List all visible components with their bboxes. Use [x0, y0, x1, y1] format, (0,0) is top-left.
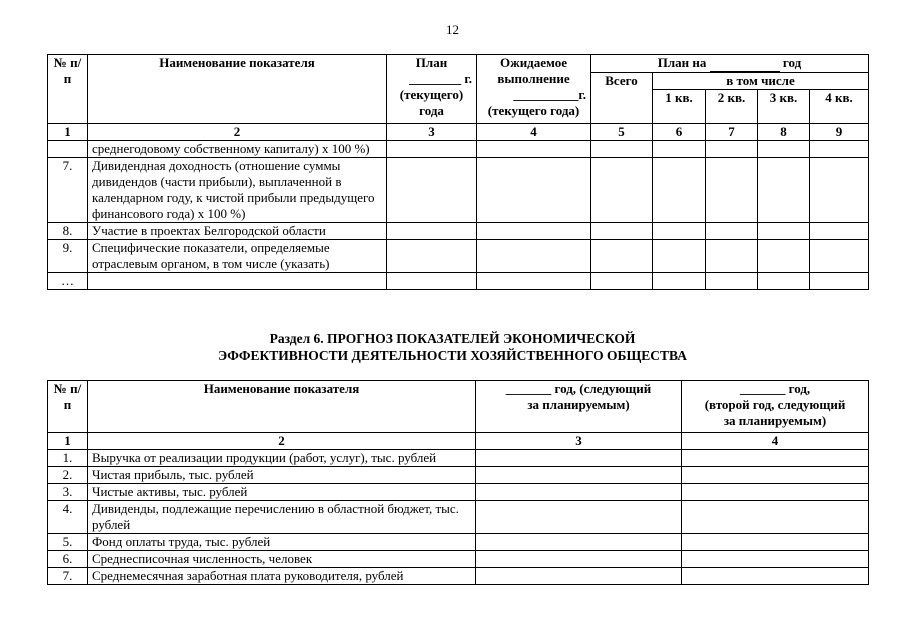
header-expected-line2: выполнение [497, 71, 570, 86]
header-plan-on-year [591, 55, 869, 73]
col-number: 2 [88, 124, 387, 141]
header-second-year-line2: (второй год, следующий [704, 397, 846, 412]
header-name: Наименование показателя [88, 55, 387, 124]
header-next-year-line2: за планируемым) [527, 397, 630, 412]
header-expected-line3: __________г. [513, 87, 586, 102]
row-name: Участие в проектах Белгородской области [88, 223, 387, 240]
header-q4: 4 кв. [810, 90, 869, 124]
header-expected-line1: Ожидаемое [500, 55, 567, 70]
header-plan-line2: ________ г. [409, 71, 472, 86]
table-row [48, 141, 869, 158]
col-number: 6 [653, 124, 706, 141]
header-including: в том числе [653, 73, 869, 90]
section-6-title-line2: ЭФФЕКТИВНОСТИ ДЕЯТЕЛЬНОСТИ ХОЗЯЙСТВЕННОГО ОБЩЕСТВА [218, 348, 687, 363]
row-num: 7. [48, 158, 88, 223]
row-name: Дивиденды, подлежащие перечислению в областной бюджет, тыс. рублей [88, 501, 476, 534]
row-name: Специфические показатели, определяемые отраслевым органом, в том числе (указать) [88, 240, 387, 273]
header-plan-on-suffix: год [782, 55, 802, 70]
row-num: … [48, 273, 88, 290]
row-num: 7. [48, 568, 88, 585]
table-row [48, 450, 869, 467]
row-num: 8. [48, 223, 88, 240]
page-number: 12 [446, 22, 459, 37]
col-number: 4 [682, 433, 869, 450]
header-q2: 2 кв. [706, 90, 758, 124]
header-plan-line3: (текущего) [399, 87, 464, 102]
table-row [48, 501, 869, 534]
header-name: Наименование показателя [88, 381, 476, 433]
row-num [48, 141, 88, 158]
row-name: Чистые активы, тыс. рублей [88, 484, 476, 501]
row-num: 6. [48, 551, 88, 568]
section-6-title-line1: Раздел 6. ПРОГНОЗ ПОКАЗАТЕЛЕЙ ЭКОНОМИЧЕСКОЙ [269, 331, 636, 346]
table-row [48, 551, 869, 568]
row-name: Чистая прибыль, тыс. рублей [88, 467, 476, 484]
col-number: 1 [48, 124, 88, 141]
row-name: Среднесписочная численность, человек [88, 551, 476, 568]
col-number: 4 [477, 124, 591, 141]
header-second-year-line3: за планируемым) [723, 413, 827, 428]
row-num: 4. [48, 501, 88, 534]
table-row [48, 467, 869, 484]
section-6-title [0, 330, 905, 364]
header-second-year-line1: _______ год, [739, 381, 811, 396]
row-num: 2. [48, 467, 88, 484]
table-row [48, 568, 869, 585]
col-number: 8 [758, 124, 810, 141]
header-next-year-line1: _______ год, (следующий [505, 381, 652, 396]
row-name: среднегодовому собственному капиталу) х 100 %) [88, 141, 387, 158]
row-num: 3. [48, 484, 88, 501]
header-next-year [476, 381, 682, 433]
table-row [48, 484, 869, 501]
header-num: № п/п [48, 381, 88, 433]
table-row [48, 158, 869, 223]
header-total: Всего [591, 73, 653, 124]
row-name [88, 273, 387, 290]
table-row [48, 223, 869, 240]
row-num: 5. [48, 534, 88, 551]
col-number: 1 [48, 433, 88, 450]
col-number: 5 [591, 124, 653, 141]
header-expected-line4: (текущего года) [487, 103, 580, 118]
table-row [48, 273, 869, 290]
header-plan-line4: года [419, 103, 444, 118]
table-row [48, 534, 869, 551]
header-num: № п/п [48, 55, 88, 124]
economic-efficiency-table [47, 380, 869, 585]
col-number: 7 [706, 124, 758, 141]
header-expected [477, 55, 591, 124]
header-q3: 3 кв. [758, 90, 810, 124]
col-number: 3 [476, 433, 682, 450]
row-name: Фонд оплаты труда, тыс. рублей [88, 534, 476, 551]
header-q1: 1 кв. [653, 90, 706, 124]
indicators-plan-table [47, 54, 869, 290]
row-num: 1. [48, 450, 88, 467]
row-name: Дивидендная доходность (отношение суммы дивидендов (части прибыли), выплаченной в календарном году, к чистой прибыли предыдущего финансового года) х 100 %) [88, 158, 387, 223]
header-plan-line1: План [415, 55, 448, 70]
row-name: Выручка от реализации продукции (работ, услуг), тыс. рублей [88, 450, 476, 467]
col-number: 2 [88, 433, 476, 450]
table-row [48, 240, 869, 273]
row-num: 9. [48, 240, 88, 273]
header-plan [387, 55, 477, 124]
col-number: 9 [810, 124, 869, 141]
row-name: Среднемесячная заработная плата руководителя, рублей [88, 568, 476, 585]
header-second-year [682, 381, 869, 433]
col-number: 3 [387, 124, 477, 141]
header-plan-on-prefix: План на [657, 55, 707, 70]
